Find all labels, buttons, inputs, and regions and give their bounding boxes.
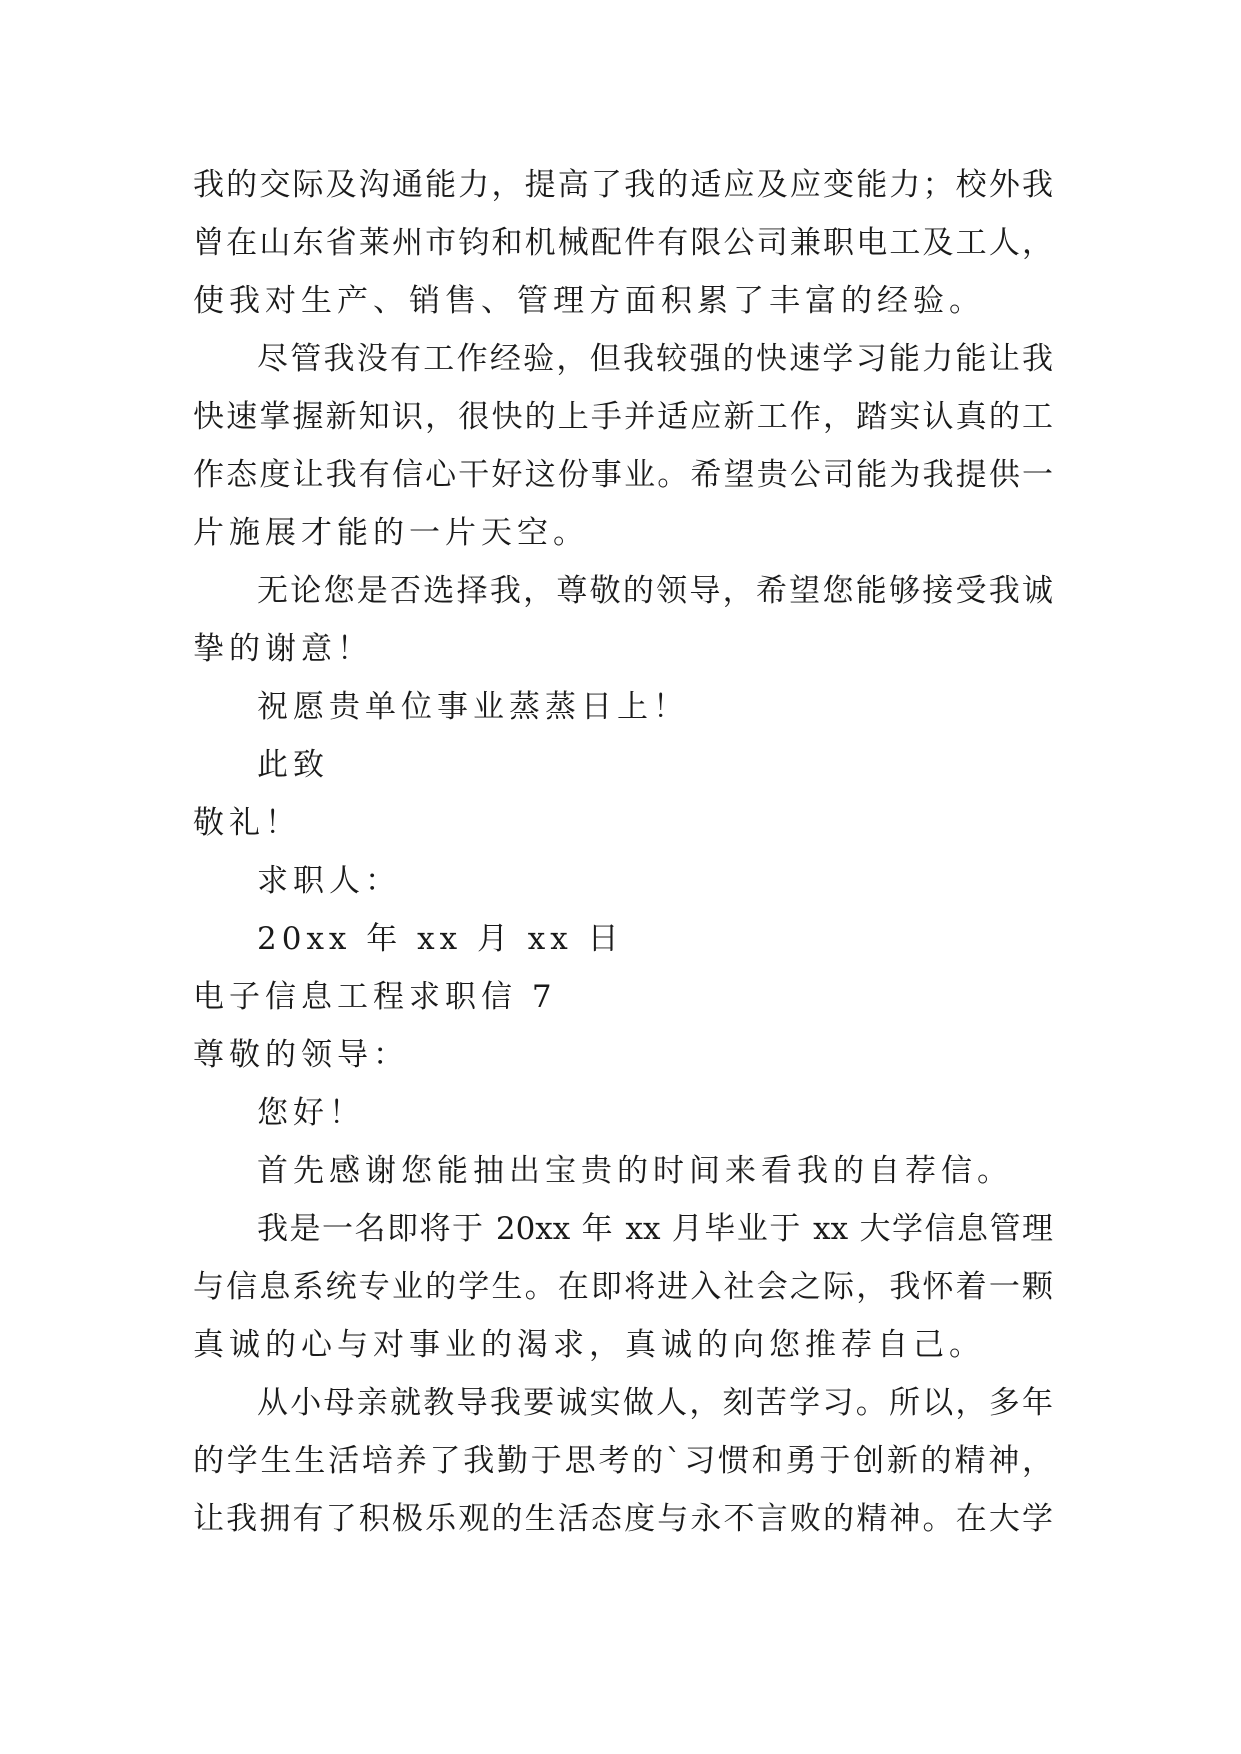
section-title: 电子信息工程求职信 7: [193, 979, 557, 1015]
paragraph-line: 作态度让我有信心干好这份事业。希望贵公司能为我提供一: [193, 457, 1053, 493]
date-line: 20xx 年 xx 月 xx 日: [257, 921, 624, 957]
paragraph-line: 的学生生活培养了我勤于思考的`习惯和勇于创新的精神，: [193, 1443, 1053, 1479]
paragraph-line: 快速掌握新知识，很快的上手并适应新工作，踏实认真的工: [193, 399, 1053, 435]
paragraph-line: 挚的谢意！: [193, 631, 373, 667]
closing-line: 此致: [257, 747, 329, 783]
wish-line: 祝愿贵单位事业蒸蒸日上！: [257, 689, 689, 725]
paragraph-line: 真诚的心与对事业的渴求，真诚的向您推荐自己。: [193, 1327, 985, 1363]
paragraph-line: 我的交际及沟通能力，提高了我的适应及应变能力；校外我: [193, 167, 1053, 203]
greeting-line: 尊敬的领导：: [193, 1037, 409, 1073]
paragraph-line: 曾在山东省莱州市钧和机械配件有限公司兼职电工及工人，: [193, 225, 1053, 261]
paragraph-line: 我是一名即将于 20xx 年 xx 月毕业于 xx 大学信息管理: [257, 1211, 1053, 1247]
paragraph-line: 尽管我没有工作经验，但我较强的快速学习能力能让我: [257, 341, 1053, 377]
paragraph-line: 片施展才能的一片天空。: [193, 515, 589, 551]
hello-line: 您好！: [257, 1095, 365, 1131]
paragraph-line: 与信息系统专业的学生。在即将进入社会之际，我怀着一颗: [193, 1269, 1053, 1305]
paragraph-line: 使我对生产、销售、管理方面积累了丰富的经验。: [193, 283, 985, 319]
applicant-line: 求职人：: [257, 863, 401, 899]
paragraph-line: 从小母亲就教导我要诚实做人，刻苦学习。所以，多年: [257, 1385, 1053, 1421]
paragraph-line: 无论您是否选择我，尊敬的领导，希望您能够接受我诚: [257, 573, 1053, 609]
salutation-line: 敬礼！: [193, 805, 301, 841]
paragraph-line: 首先感谢您能抽出宝贵的时间来看我的自荐信。: [257, 1153, 1013, 1189]
paragraph-line: 让我拥有了积极乐观的生活态度与永不言败的精神。在大学: [193, 1501, 1053, 1537]
